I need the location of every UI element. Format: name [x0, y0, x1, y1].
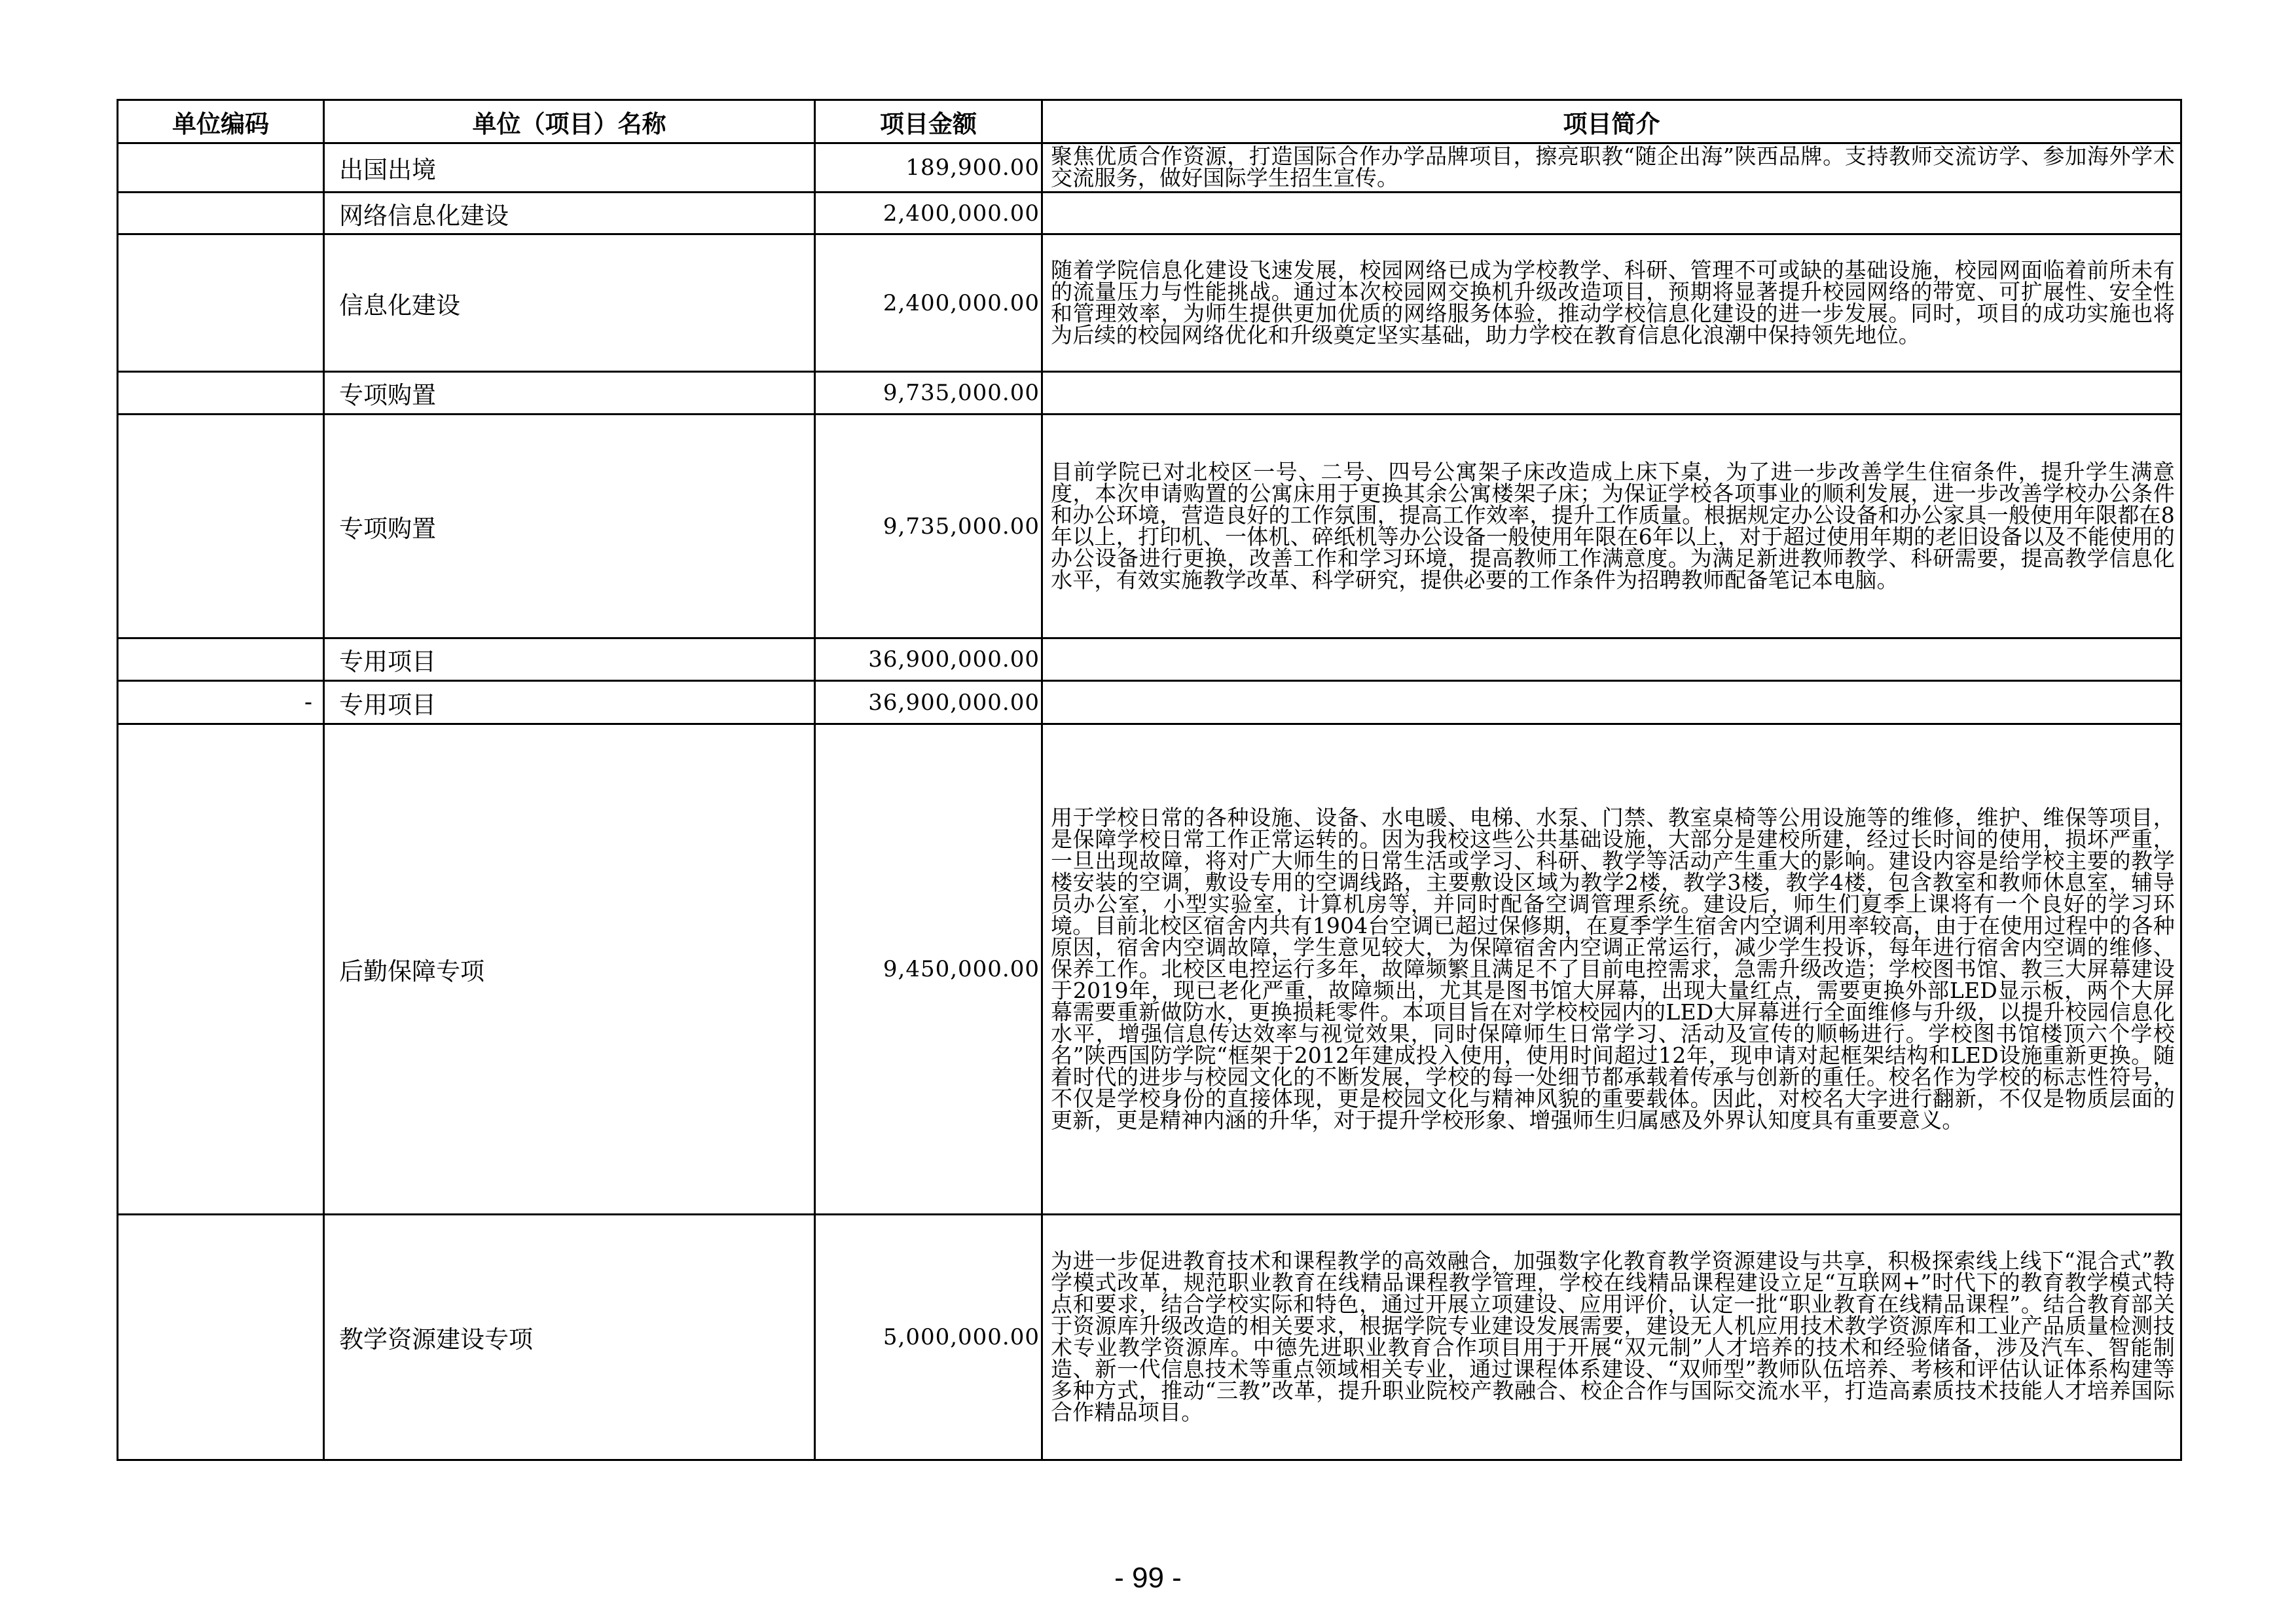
table-row	[118, 234, 2181, 372]
unit-code-cell	[118, 234, 324, 372]
project-amount-cell: 2,400,000.00	[815, 193, 1042, 234]
unit-code-cell	[118, 143, 324, 193]
header-name: 单位（项目）名称	[324, 100, 815, 143]
project-amount-cell: 5,000,000.00	[815, 1215, 1042, 1460]
project-amount-cell: 36,900,000.00	[815, 638, 1042, 681]
table-row	[118, 724, 2181, 1215]
table-row	[118, 143, 2181, 193]
project-description-cell: 聚焦优质合作资源，打造国际合作办学品牌项目，擦亮职教“随企出海”陕西品牌。支持教师交流访学、参加海外学术交流服务，做好国际学生招生宣传。	[1042, 143, 2181, 193]
project-amount-cell: 9,735,000.00	[815, 415, 1042, 638]
project-table	[117, 99, 2182, 1461]
header-row	[118, 100, 2181, 143]
project-description-cell	[1042, 372, 2181, 415]
project-amount-cell: 9,450,000.00	[815, 724, 1042, 1215]
unit-code-cell	[118, 1215, 324, 1460]
project-description-cell	[1042, 193, 2181, 234]
table-row	[118, 415, 2181, 638]
project-description-cell: 随着学院信息化建设飞速发展，校园网络已成为学校教学、科研、管理不可或缺的基础设施，校园网面临着前所未有的流量压力与性能挑战。通过本次校园网交换机升级改造项目，预期将显著提升校园网络的带宽、可扩展性、安全性和管理效率，为师生提供更加优质的网络服务体验，推动学校信息化建设的进一步发展。同时，项目的成功实施也将为后续的校园网络优化和升级奠定坚实基础，助力学校在教育信息化浪潮中保持领先地位。	[1042, 234, 2181, 372]
unit-code-cell	[118, 724, 324, 1215]
project-description-cell: 目前学院已对北校区一号、二号、四号公寓架子床改造成上床下桌，为了进一步改善学生住宿条件，提升学生满意度，本次申请购置的公寓床用于更换其余公寓楼架子床；为保证学校各项事业的顺利发展，进一步改善学校办公条件和办公环境，营造良好的工作氛围，提高工作效率，提升工作质量。根据规定办公设备和办公家具一般使用年限都在8年以上，打印机、一体机、碎纸机等办公设备一般使用年限在6年以上，对于超过使用年期的老旧设备以及不能使用的办公设备进行更换，改善工作和学习环境，提高教师工作满意度。为满足新进教师教学、科研需要，提高教学信息化水平，有效实施教学改革、科学研究，提供必要的工作条件为招聘教师配备笔记本电脑。	[1042, 415, 2181, 638]
project-description-cell: 用于学校日常的各种设施、设备、水电暖、电梯、水泵、门禁、教室桌椅等公用设施等的维修，维护、维保等项目，是保障学校日常工作正常运转的。因为我校这些公共基础设施，大部分是建校所建，经过长时间的使用，损坏严重，一旦出现故障，将对广大师生的日常生活或学习、科研、教学等活动产生重大的影响。建设内容是给学校主要的教学楼安装的空调，敷设专用的空调线路，主要敷设区域为教学2楼，教学3楼，教学4楼，包含教室和教师休息室，辅导员办公室，小型实验室，计算机房等，并同时配备空调管理系统。建设后，师生们夏季上课将有一个良好的学习环境。目前北校区宿舍内共有1904台空调已超过保修期，在夏季学生宿舍内空调利用率较高，由于在使用过程中的各种原因，宿舍内空调故障，学生意见较大，为保障宿舍内空调正常运行，减少学生投诉，每年进行宿舍内空调的维修、保养工作。北校区电控运行多年，故障频繁且满足不了目前电控需求，急需升级改造；学校图书馆、教三大屏幕建设于2019年，现已老化严重，故障频出，尤其是图书馆大屏幕，出现大量红点，需要更换外部LED显示板，两个大屏幕需要重新做防水，更换损耗零件。本项目旨在对学校校园内的LED大屏幕进行全面维修与升级，以提升校园信息化水平，增强信息传达效率与视觉效果，同时保障师生日常学习、活动及宣传的顺畅进行。学校图书馆楼顶六个学校名”陕西国防学院“框架于2012年建成投入使用，使用时间超过12年，现申请对起框架结构和LED设施重新更换。随着时代的进步与校园文化的不断发展，学校的每一处细节都承载着传承与创新的重任。校名作为学校的标志性符号，不仅是学校身份的直接体现，更是校园文化与精神风貌的重要载体。因此，对校名大字进行翻新，不仅是物质层面的更新，更是精神内涵的升华，对于提升学校形象、增强师生归属感及外界认知度具有重要意义。	[1042, 724, 2181, 1215]
project-name-cell: 专项购置	[324, 415, 815, 638]
project-description-cell	[1042, 638, 2181, 681]
project-name-cell: 专用项目	[324, 638, 815, 681]
unit-code-cell	[118, 415, 324, 638]
project-name-cell: 专项购置	[324, 372, 815, 415]
unit-code-cell	[118, 638, 324, 681]
project-name-cell: 信息化建设	[324, 234, 815, 372]
project-name-cell: 专用项目	[324, 681, 815, 724]
project-name-cell: 教学资源建设专项	[324, 1215, 815, 1460]
header-code: 单位编码	[118, 100, 324, 143]
table-row	[118, 193, 2181, 234]
table-row	[118, 372, 2181, 415]
unit-code-cell	[118, 193, 324, 234]
unit-code-cell: -	[118, 681, 324, 724]
table-row	[118, 1215, 2181, 1460]
project-amount-cell: 189,900.00	[815, 143, 1042, 193]
table-row	[118, 681, 2181, 724]
project-description-cell	[1042, 681, 2181, 724]
unit-code-cell	[118, 372, 324, 415]
project-name-cell: 网络信息化建设	[324, 193, 815, 234]
project-name-cell: 出国出境	[324, 143, 815, 193]
project-amount-cell: 2,400,000.00	[815, 234, 1042, 372]
project-name-cell: 后勤保障专项	[324, 724, 815, 1215]
project-amount-cell: 36,900,000.00	[815, 681, 1042, 724]
header-amount: 项目金额	[815, 100, 1042, 143]
page-number: - 99 -	[1114, 1562, 1182, 1594]
project-description-cell: 为进一步促进教育技术和课程教学的高效融合，加强数字化教育教学资源建设与共享，积极探索线上线下“混合式”教学模式改革，规范职业教育在线精品课程教学管理，学校在线精品课程建设立足“互联网+”时代下的教育教学模式特点和要求，结合学校实际和特色，通过开展立项建设、应用评价，认定一批“职业教育在线精品课程”。结合教育部关于资源库升级改造的相关要求，根据学院专业建设发展需要，建设无人机应用技术教学资源库和工业产品质量检测技术专业教学资源库。中德先进职业教育合作项目用于开展“双元制”人才培养的技术和经验储备，涉及汽车、智能制造、新一代信息技术等重点领域相关专业，通过课程体系建设、“双师型”教师队伍培养、考核和评估认证体系构建等多种方式，推动“三教”改革，提升职业院校产教融合、校企合作与国际交流水平，打造高素质技术技能人才培养国际合作精品项目。	[1042, 1215, 2181, 1460]
header-description: 项目简介	[1042, 100, 2181, 143]
project-amount-cell: 9,735,000.00	[815, 372, 1042, 415]
table-row	[118, 638, 2181, 681]
